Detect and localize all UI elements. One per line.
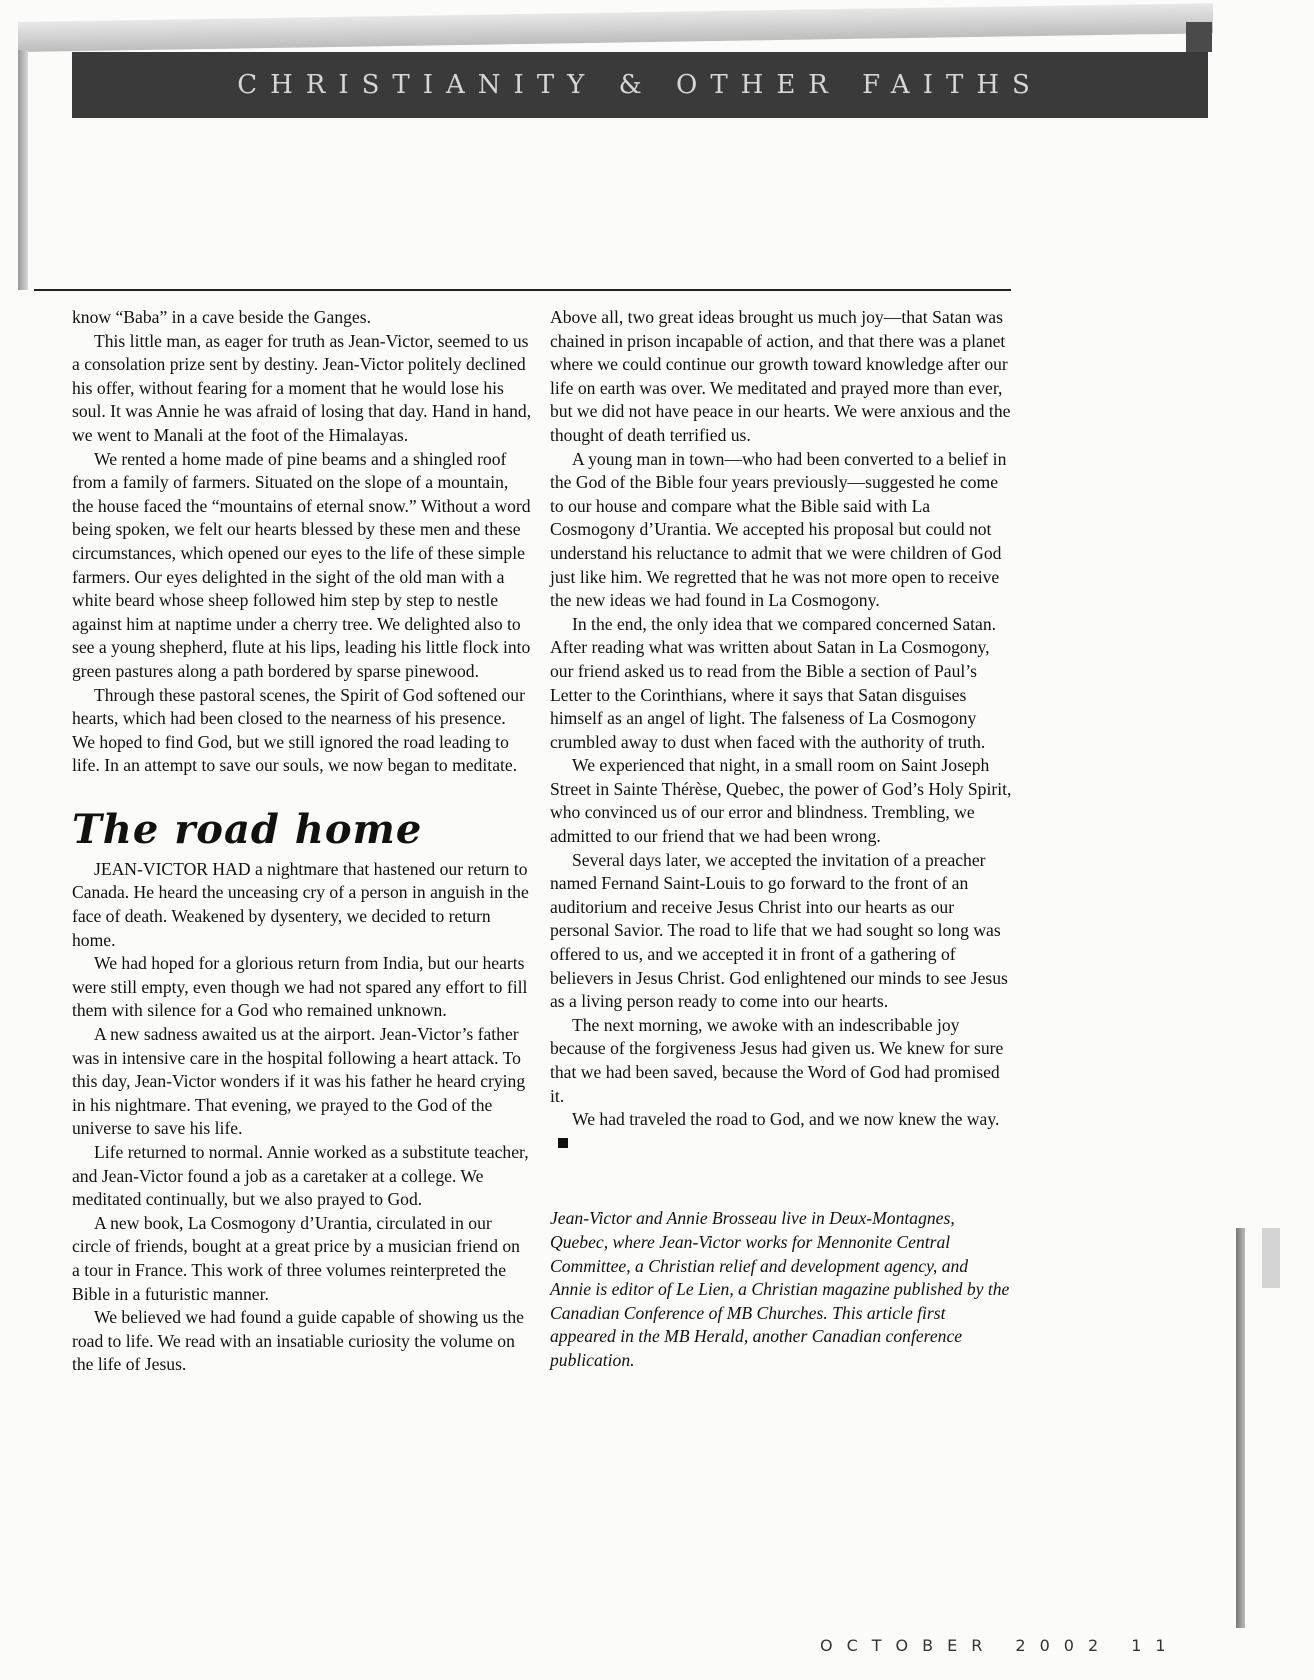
paragraph: JEAN-VICTOR HAD a nightmare that hastened our return to Canada. He heard the unceasing cry of a person in anguish in the face of death. Weakened by dysentery, we decided to return home.: [72, 858, 529, 950]
section-header-bar: [72, 52, 1208, 118]
paragraph: Life returned to normal. Annie worked as a substitute teacher, and Jean-Victor found a job as a caretaker at a college. We meditated continually, but we also prayed to God.: [72, 1142, 529, 1210]
paragraph: A young man in town—who had been converted to a belief in the God of the Bible four years previously—suggested he come to our house and compare what the Bible said with La Cosmogony d’Urantia. We accepted his proposal but could not understand his reluctance to admit that we were children of God just like him. We regretted that he was not more open to receive the new ideas we had found in La Cosmogony.: [550, 448, 1007, 611]
page-footer: OCTOBER 2002 11: [820, 1636, 1180, 1655]
end-of-article-icon: [558, 1138, 568, 1148]
closing-text: We had traveled the road to God, and we now knew the way.: [572, 1109, 1000, 1130]
paragraph: know “Baba” in a cave beside the Ganges.: [72, 307, 371, 327]
author-bio: Jean-Victor and Annie Brosseau live in Deux-Montagnes, Quebec, where Jean-Victor works for Mennonite Central Committee, a Christian relief and development agency, and Annie is editor of Le Lien, a Christian magazine published by the Canadian Conference of MB Churches. This article first appeared in the MB Herald, another Canadian conference publication.: [550, 1208, 1010, 1370]
paragraph: We experienced that night, in a small room on Saint Joseph Street in Sainte Thérèse, Quebec, the power of God’s Holy Spirit, who convinced us of our error and blindness. Trembling, we admitted to our friend that we had been wrong.: [550, 755, 1012, 847]
paragraph: Several days later, we accepted the invitation of a preacher named Fernand Saint-Louis to go forward to the front of an auditorium and receive Jesus Christ into our hearts as our personal Savior. The road to life that we had sought so long was offered to us, and we accepted it in front of a gathering of believers in Jesus Christ. God enlightened our minds to see Jesus as a living person ready to come into our hearts.: [550, 849, 1008, 1012]
paragraph: A new book, La Cosmogony d’Urantia, circulated in our circle of friends, bought at a great price by a musician friend on a tour in France. This work of three volumes reinterpreted the Bible in a futuristic manner.: [72, 1212, 520, 1304]
left-column: [72, 306, 532, 1377]
closing-paragraph: [550, 1108, 1012, 1155]
paragraph: Through these pastoral scenes, the Spirit of God softened our hearts, which had been closed to the nearness of his presence. We hoped to find God, but we still ignored the road leading to life. In an attempt to save our souls, we now began to meditate.: [72, 684, 525, 776]
paragraph: Above all, two great ideas brought us much joy—that Satan was chained in prison incapable of action, and that there was a planet where we could continue our growth toward knowledge after our life on earth was over. We meditated and prayed more than ever, but we did not have peace in our hearts. We were anxious and the thought of death terrified us.: [550, 307, 1011, 445]
paragraph: This little man, as eager for truth as Jean-Victor, seemed to us a consolation prize sent by destiny. Jean-Victor politely declined his offer, without fearing for a moment that he would lose his soul. It was Annie he was afraid of losing that day. Hand in hand, we went to Manali at the foot of the Himalayas.: [72, 330, 532, 445]
scan-left-edge: [18, 50, 28, 290]
paragraph: We had hoped for a glorious return from India, but our hearts were still empty, even though we had not spared any effort to fill them with silence for a God who remained unknown.: [72, 953, 528, 1021]
section-heading: The road home: [72, 805, 423, 853]
paragraph: We believed we had found a guide capable of showing us the road to life. We read with an insatiable curiosity the volume on the life of Jesus.: [72, 1307, 524, 1375]
scan-right-edge: [1236, 1228, 1245, 1628]
paragraph: The next morning, we awoke with an indescribable joy because of the forgiveness Jesus had given us. We knew for sure that we had been saved, because the Word of God had promised it.: [550, 1014, 1004, 1106]
section-header-title: CHRISTIANITY & OTHER FAITHS: [237, 70, 1043, 100]
paragraph: A new sadness awaited us at the airport. Jean-Victor’s father was in intensive care in the hospital following a heart attack. To this day, Jean-Victor wonders if it was his father he heard crying in his nightmare. That evening, we prayed to the God of the universe to save his life.: [72, 1024, 526, 1139]
header-corner: [1186, 22, 1212, 52]
scan-right-smudge: [1262, 1228, 1280, 1288]
paragraph: In the end, the only idea that we compared concerned Satan. After reading what was written about Satan in La Cosmogony, our friend asked us to read from the Bible a section of Paul’s Letter to the Corinthians, where it says that Satan disguises himself as an angel of light. The falseness of La Cosmogony crumbled away to dust when faced with the authority of truth.: [550, 613, 997, 752]
paragraph: We rented a home made of pine beams and a shingled roof from a family of farmers. Situated on the slope of a mountain, the house faced the “mountains of eternal snow.” Without a word being spoken, we felt our hearts blessed by these men and these circumstances, which opened our eyes to the life of these simple farmers. Our eyes delighted in the sight of the old man with a white beard whose sheep followed him step by step to nestle against him at naptime under a cherry tree. We delighted also to see a young shepherd, flute at his lips, leading his little flock into green pastures along a path bordered by sparse pinewood.: [72, 448, 531, 681]
header-rule: [34, 289, 1011, 291]
right-column: [550, 306, 1012, 1373]
scan-top-edge: [18, 3, 1213, 52]
